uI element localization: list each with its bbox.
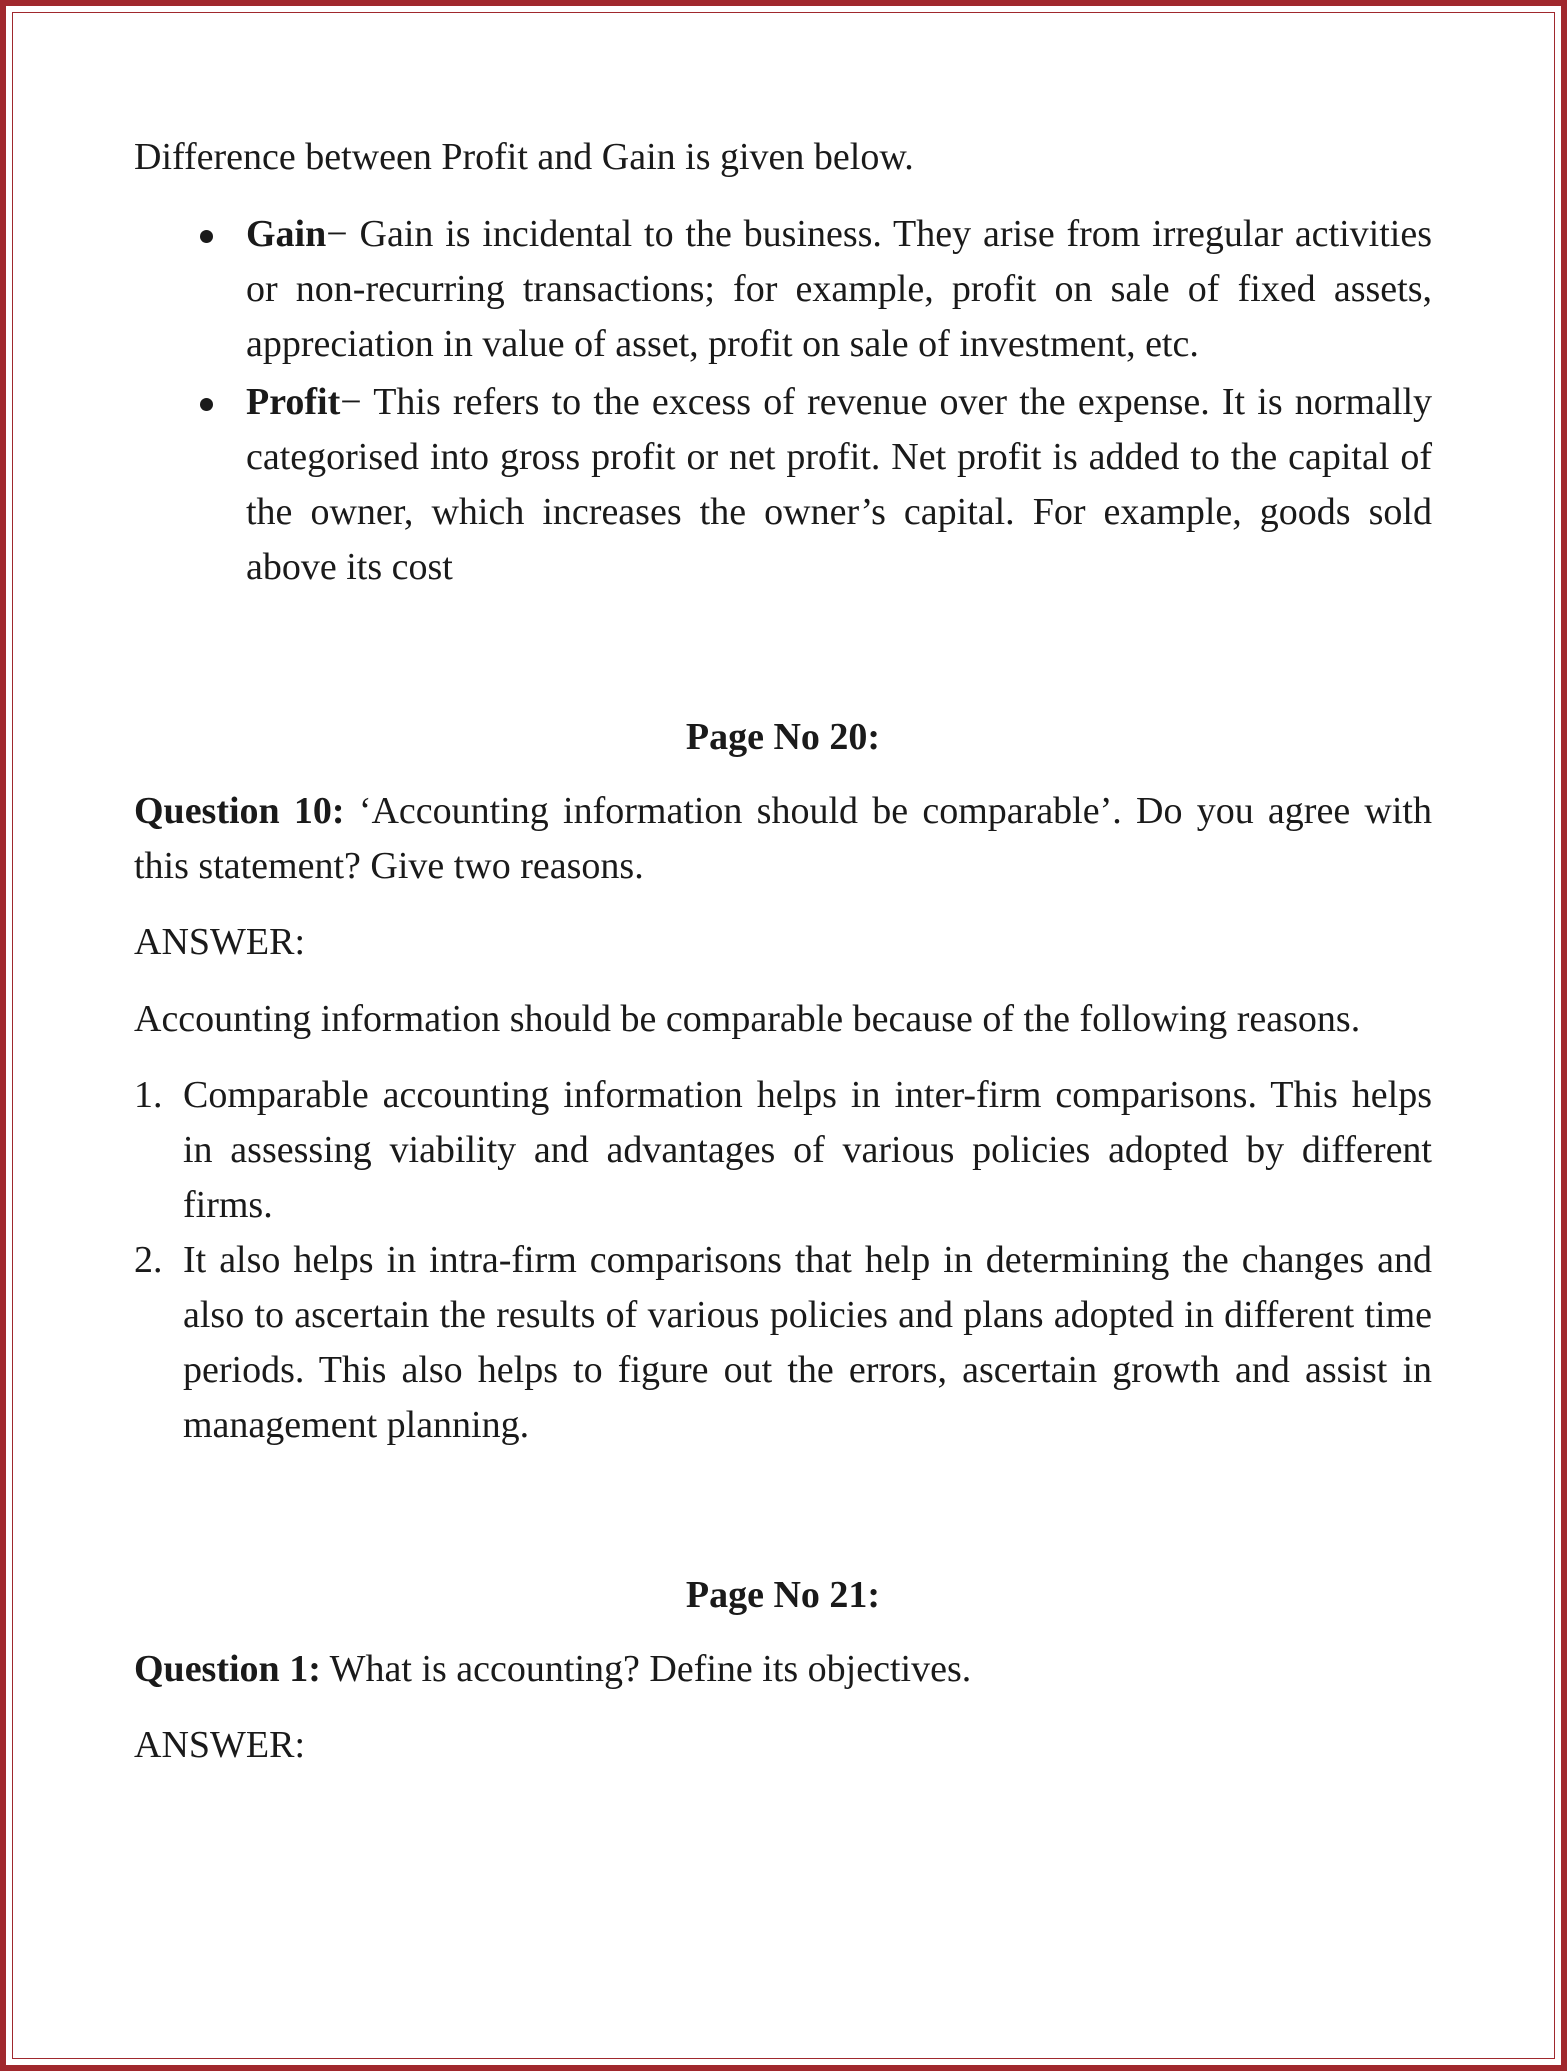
bullet-item-profit	[134, 375, 1432, 595]
reason-item-2	[134, 1233, 1432, 1453]
gain-profit-list	[134, 207, 1432, 595]
answer-label: ANSWER:	[134, 921, 305, 963]
term-label: Gain	[246, 213, 327, 255]
question-text: ‘Accounting information should be comparable’. Do you agree with this statement? Give two reasons.	[134, 790, 1432, 887]
reason-item-1	[134, 1068, 1432, 1233]
reason-number: 2.	[134, 1239, 163, 1281]
question-1	[134, 1642, 1432, 1697]
term-dash: −	[326, 213, 348, 255]
bullet-item-gain	[134, 207, 1432, 372]
bullet-icon	[200, 398, 213, 411]
term-label: Profit	[246, 381, 341, 423]
reason-text: Comparable accounting information helps in inter-firm comparisons. This helps in assessing viability and advantages of various policies adopted by different firms.	[183, 1074, 1432, 1226]
reason-text: It also helps in intra-firm comparisons that help in determining the changes and also to ascertain the results of various policies and plans adopted in different time periods. This also helps to figure out the errors, ascertain growth and assist in management planning.	[183, 1239, 1432, 1446]
bullet-text: Gain is incidental to the business. They arise from irregular activities or non-recurring transactions; for example, profit on sale of fixed assets, appreciation in value of asset, profit on sale of investment, etc.	[246, 213, 1432, 365]
answer-intro: Accounting information should be comparable because of the following reasons.	[134, 998, 1361, 1040]
bullet-icon	[200, 230, 213, 243]
question-10	[134, 784, 1432, 894]
question-text: What is accounting? Define its objectives.	[320, 1648, 972, 1690]
page-heading-21: Page No 21:	[685, 1574, 881, 1616]
bullet-text: This refers to the excess of revenue over the expense. It is normally categorised into gross profit or net profit. Net profit is added to the capital of the owner, which increases the owner’s capital. For example, goods sold above its cost	[246, 381, 1432, 588]
page-heading-20: Page No 20:	[685, 716, 881, 758]
question-label: Question 10:	[134, 790, 345, 832]
intro-text: Difference between Profit and Gain is given below.	[134, 136, 914, 178]
answer-label: ANSWER:	[134, 1724, 305, 1766]
reasons-list	[134, 1068, 1432, 1453]
question-label: Question 1:	[134, 1648, 321, 1690]
document-body	[134, 130, 1432, 1795]
reason-number: 1.	[134, 1074, 163, 1116]
term-dash: −	[340, 381, 362, 423]
